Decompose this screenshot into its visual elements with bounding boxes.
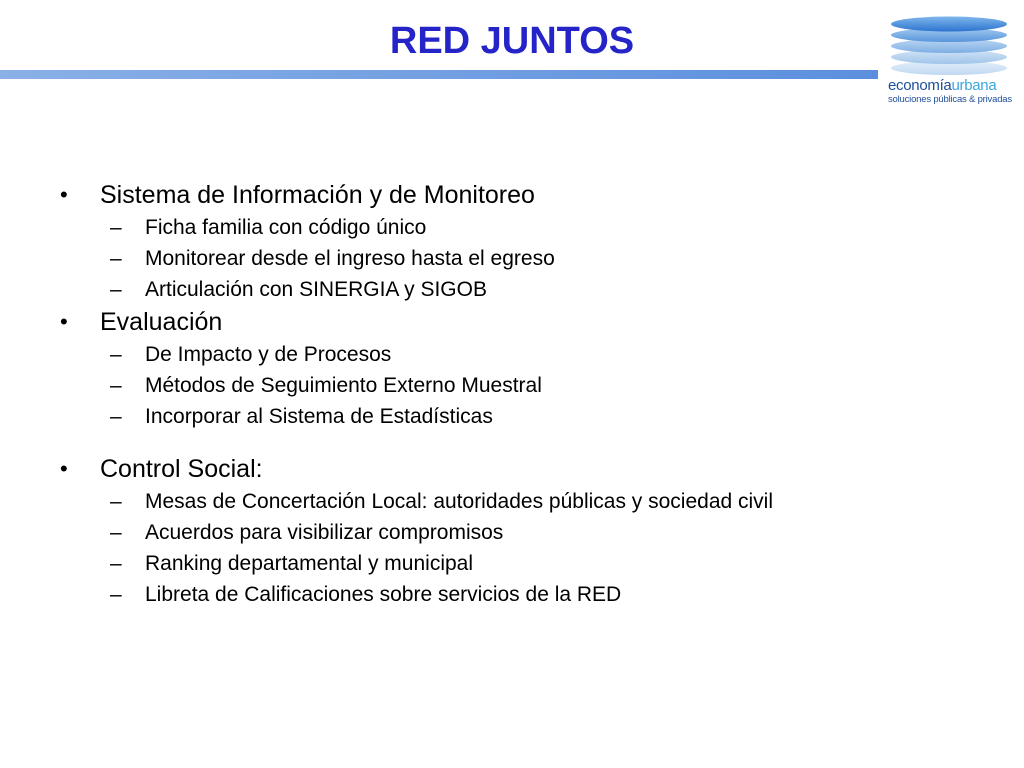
sub-item-text: Monitorear desde el ingreso hasta el egreso <box>145 247 555 270</box>
sub-item <box>58 517 998 548</box>
dash-icon: – <box>110 405 122 428</box>
slide-title: RED JUNTOS <box>389 20 635 62</box>
sub-item-text: De Impacto y de Procesos <box>145 343 392 366</box>
logo-word-urbana: urbana <box>951 77 997 94</box>
sub-item <box>58 243 998 274</box>
dash-icon: – <box>110 247 122 270</box>
sub-item-text: Libreta de Calificaciones sobre servicios de la RED <box>145 583 622 606</box>
sub-item <box>58 212 998 243</box>
sub-item <box>58 486 998 517</box>
sub-item-text: Incorporar al Sistema de Estadísticas <box>145 405 493 428</box>
sub-item-text: Acuerdos para visibilizar compromisos <box>145 521 504 544</box>
stacked-discs-icon <box>888 12 1016 78</box>
section-sistema-informacion <box>58 178 998 305</box>
heading-text: Control Social: <box>100 455 263 483</box>
bullet-icon: • <box>60 309 68 334</box>
logo-word-economia: economía <box>888 77 952 94</box>
sub-item-text: Articulación con SINERGIA y SIGOB <box>145 278 487 301</box>
sub-item-text: Ficha familia con código único <box>145 216 427 239</box>
dash-icon: – <box>110 583 122 606</box>
title-underline <box>0 70 878 79</box>
bullet-list <box>58 178 998 610</box>
dash-icon: – <box>110 216 122 239</box>
sub-item <box>58 339 998 370</box>
sub-item-text: Métodos de Seguimiento Externo Muestral <box>145 374 542 397</box>
section-control-social <box>58 452 998 610</box>
dash-icon: – <box>110 552 122 575</box>
bullet-icon: • <box>60 182 68 207</box>
heading-text: Sistema de Información y de Monitoreo <box>100 181 535 209</box>
bullet-heading <box>58 452 998 486</box>
sub-item <box>58 370 998 401</box>
dash-icon: – <box>110 490 122 513</box>
section-evaluacion <box>58 305 998 432</box>
bullet-icon: • <box>60 456 68 481</box>
bullet-heading <box>58 305 998 339</box>
sub-item <box>58 548 998 579</box>
logo-wordmark <box>888 77 1016 94</box>
dash-icon: – <box>110 374 122 397</box>
economia-urbana-logo <box>888 12 1016 112</box>
sub-item <box>58 579 998 610</box>
bullet-heading <box>58 178 998 212</box>
sub-item-text: Ranking departamental y municipal <box>145 552 474 575</box>
sub-item <box>58 401 998 432</box>
dash-icon: – <box>110 343 122 366</box>
dash-icon: – <box>110 521 122 544</box>
heading-text: Evaluación <box>100 308 223 336</box>
logo-tagline: soluciones públicas & privadas <box>888 94 1012 105</box>
sub-item <box>58 274 998 305</box>
sub-item-text: Mesas de Concertación Local: autoridades públicas y sociedad civil <box>145 490 774 513</box>
dash-icon: – <box>110 278 122 301</box>
